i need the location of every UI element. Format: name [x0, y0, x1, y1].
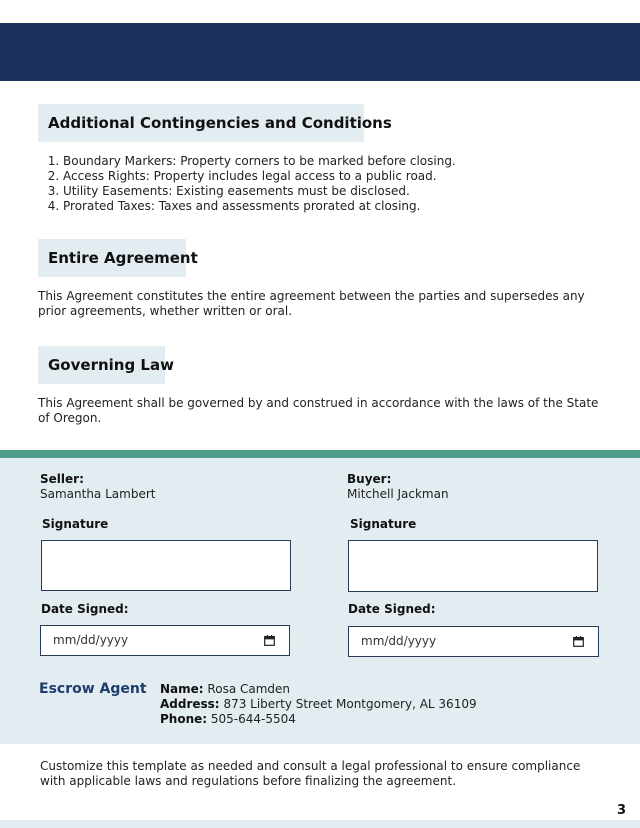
escrow-address-line [160, 697, 477, 711]
seller-signature-field[interactable] [41, 540, 291, 591]
buyer-date-input[interactable] [348, 626, 599, 657]
buyer-date-placeholder: mm/dd/yyyy [361, 634, 437, 648]
bottom-strip [0, 820, 640, 828]
page-number: 3 [617, 803, 627, 818]
seller-date-placeholder: mm/dd/yyyy [53, 633, 129, 647]
contingencies-heading: Additional Contingencies and Conditions [38, 104, 364, 142]
governing-law-heading: Governing Law [38, 346, 165, 384]
calendar-icon[interactable] [264, 635, 275, 646]
accent-divider [0, 450, 640, 458]
escrow-name-label: Name: [160, 682, 204, 696]
seller-role: Seller: [40, 472, 84, 486]
seller-signature-label: Signature [42, 517, 109, 531]
list-item: 3. Utility Easements: Existing easements must be disclosed. [63, 184, 456, 199]
escrow-name: Rosa Camden [207, 682, 291, 696]
escrow-name-line [160, 682, 290, 696]
escrow-address: 873 Liberty Street Montgomery, AL 36109 [223, 697, 477, 711]
escrow-agent-title: Escrow Agent [39, 681, 147, 697]
list-item: 2. Access Rights: Property includes legal access to a public road. [63, 169, 456, 184]
seller-date-input[interactable] [40, 625, 290, 656]
seller-name: Samantha Lambert [40, 487, 156, 501]
seller-date-label: Date Signed: [41, 602, 129, 616]
contingencies-list [38, 154, 456, 214]
governing-law-text: This Agreement shall be governed by and construed in accordance with the laws of the State of Oregon. [38, 396, 599, 425]
buyer-signature-field[interactable] [348, 540, 598, 592]
buyer-signature-label: Signature [350, 517, 417, 531]
calendar-icon[interactable] [573, 636, 584, 647]
escrow-phone-label: Phone: [160, 712, 208, 726]
escrow-phone-line [160, 712, 296, 726]
footer-note: Customize this template as needed and consult a legal professional to ensure compliance with applicable laws and regulations before finalizing the agreement. [40, 759, 581, 788]
escrow-phone: 505-644-5504 [210, 712, 296, 726]
list-item: 1. Boundary Markers: Property corners to be marked before closing. [63, 154, 456, 169]
entire-agreement-heading: Entire Agreement [38, 239, 186, 277]
header-bar [0, 23, 640, 81]
entire-agreement-text: This Agreement constitutes the entire agreement between the parties and supersedes any prior agreements, whether written or oral. [38, 289, 585, 318]
buyer-role: Buyer: [347, 472, 392, 486]
escrow-address-label: Address: [160, 697, 220, 711]
buyer-date-label: Date Signed: [348, 602, 436, 616]
list-item: 4. Prorated Taxes: Taxes and assessments prorated at closing. [63, 199, 456, 214]
buyer-name: Mitchell Jackman [347, 487, 449, 501]
